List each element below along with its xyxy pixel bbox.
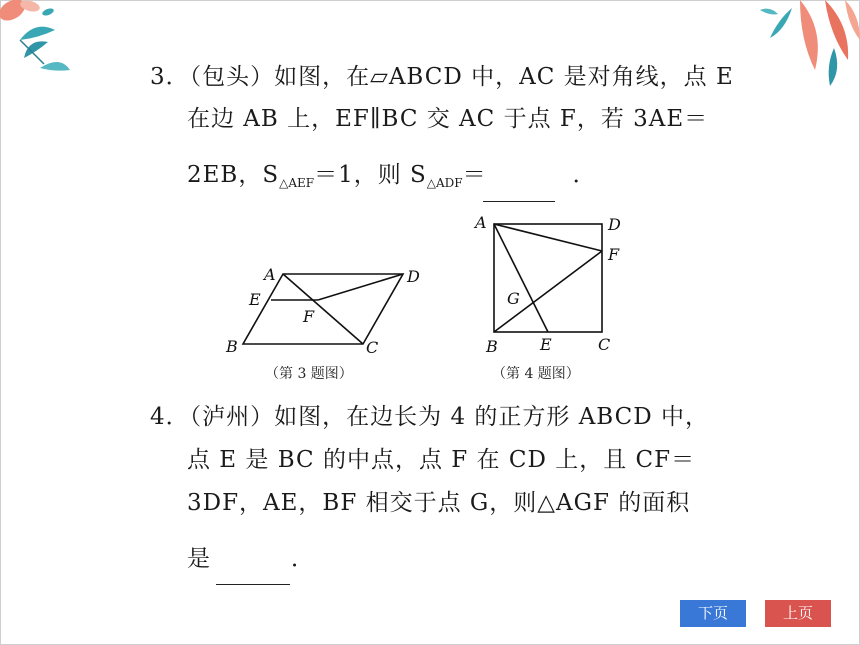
figure-3-parallelogram	[220, 260, 440, 360]
problem4-line1: 4．（泸州）如图，在边长为 4 的正方形 ABCD 中，	[150, 404, 709, 430]
problem3-text-a: 2EB，S	[187, 162, 280, 188]
label-f: F	[608, 245, 620, 264]
label-a: A	[475, 213, 487, 232]
label-e: E	[540, 335, 552, 354]
problem3-line1: 3．（包头）如图，在▱ABCD 中，AC 是对角线，点 E	[150, 64, 734, 90]
label-e: E	[249, 290, 261, 309]
label-c: C	[366, 338, 379, 357]
problem3-line2: 在边 AB 上，EF∥BC 交 AC 于点 F，若 3AE＝	[187, 106, 709, 132]
figure-4-square	[470, 208, 630, 358]
figure-4-caption: （第 4 题图）	[492, 366, 580, 382]
problem4-period: ．	[291, 546, 315, 572]
area-subscript-aef: △AEF	[279, 176, 315, 190]
answer-blank-3	[483, 201, 555, 202]
problem4-line2: 点 E 是 BC 的中点，点 F 在 CD 上，且 CF＝	[187, 447, 696, 473]
floral-leaf-icon	[730, 0, 860, 90]
label-g: G	[507, 289, 520, 308]
problem4-line4	[187, 540, 315, 573]
problem3-text-c: ＝	[462, 162, 487, 188]
problem3-text-b: ＝1，则 S	[314, 162, 427, 188]
label-f: F	[303, 307, 315, 326]
floral-leaf-icon	[0, 0, 90, 90]
problem3-line3	[187, 156, 597, 190]
figure-3-caption: （第 3 题图）	[265, 366, 353, 382]
label-b: B	[486, 337, 498, 356]
prev-page-button[interactable]: 上页	[765, 600, 831, 627]
area-subscript-adf: △ADF	[426, 176, 463, 190]
problem4-line3: 3DF，AE，BF 相交于点 G，则△AGF 的面积	[187, 490, 691, 516]
next-page-button[interactable]: 下页	[680, 600, 746, 627]
label-c: C	[598, 335, 611, 354]
label-d: D	[608, 215, 621, 234]
label-a: A	[264, 265, 276, 284]
answer-blank-4	[216, 584, 290, 585]
label-d: D	[407, 267, 420, 286]
label-b: B	[226, 337, 238, 356]
problem3-period: ．	[572, 162, 597, 188]
problem4-text-a: 是	[187, 546, 211, 572]
